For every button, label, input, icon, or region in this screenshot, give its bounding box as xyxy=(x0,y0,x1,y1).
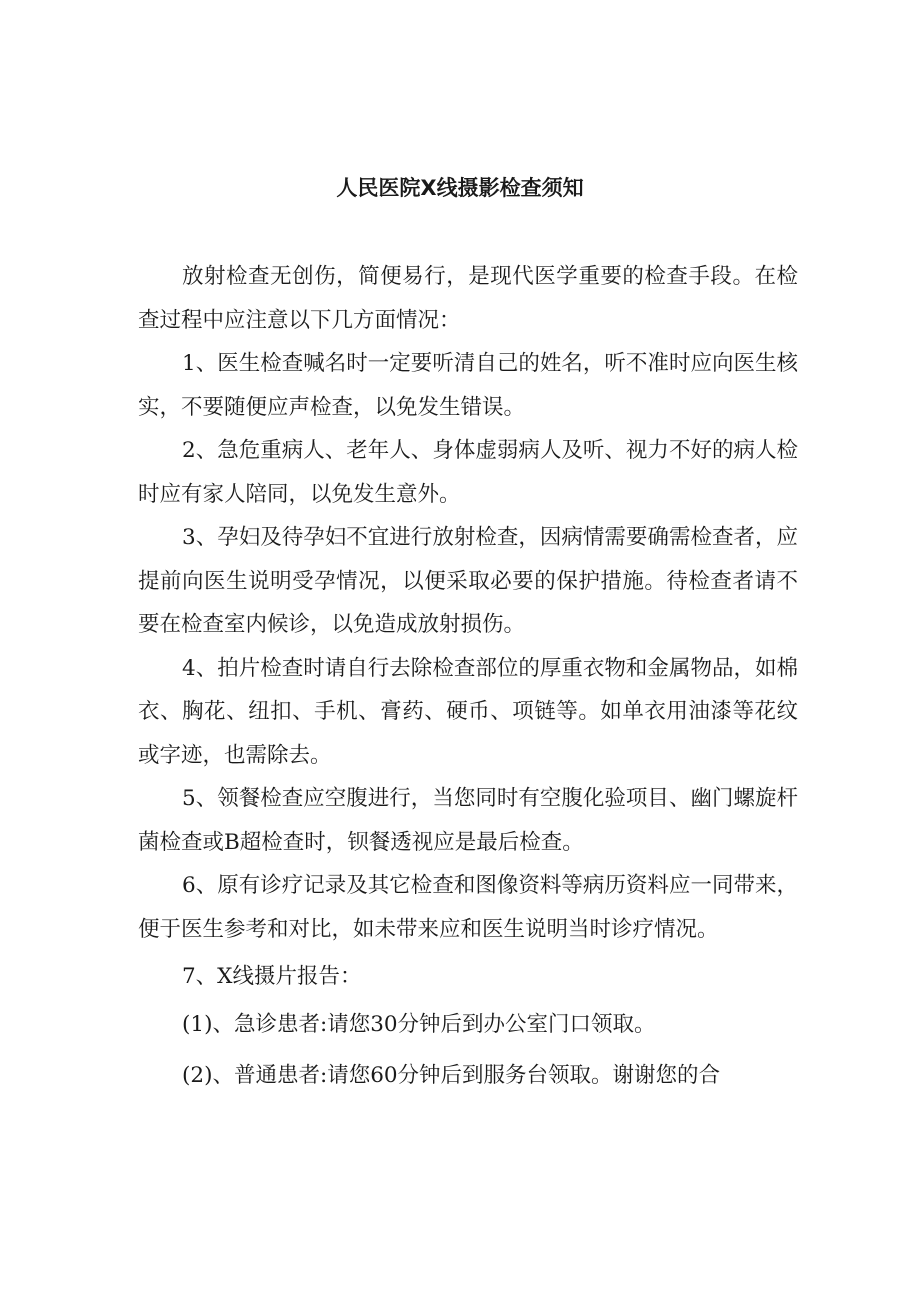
report-regular: (2)、普通患者:请您60分钟后到服务台领取。谢谢您的合 xyxy=(182,1063,721,1088)
notice-item-3: 3、孕妇及待孕妇不宜进行放射检查，因病情需要确需检查者，应提前向医生说明受孕情况，以便采取必要的保护措施。待检查者请不要在检查室内候诊，以免造成放射损伤。 xyxy=(138,525,798,637)
notice-item-4: 4、拍片检查时请自行去除检查部位的厚重衣物和金属物品，如棉衣、胸花、纽扣、手机、膏药、硬币、项链等。如单衣用油漆等花纹或字迹，也需除去。 xyxy=(138,655,798,768)
notice-item-5: 5、领餐检查应空腹进行，当您同时有空腹化验项目、幽门螺旋杆菌检查或B超检查时，钡餐透视应是最后检查。 xyxy=(138,786,798,855)
notice-item-6: 6、原有诊疗记录及其它检查和图像资料等病历资料应一同带来，便于医生参考和对比，如未带来应和医生说明当时诊疗情况。 xyxy=(138,873,798,942)
page-title: 人民医院X线摄影检查须知 xyxy=(336,176,584,200)
intro-paragraph: 放射检查无创伤，简便易行，是现代医学重要的检查手段。在检查过程中应注意以下几方面情况： xyxy=(138,264,798,333)
notice-item-1: 1、医生检查喊名时一定要听清自己的姓名，听不准时应向医生核实，不要随便应声检查，以免发生错误。 xyxy=(138,351,798,420)
report-emergency: (1)、急诊患者:请您30分钟后到办公室门口领取。 xyxy=(182,1011,656,1037)
notice-item-7: 7、X线摄片报告： xyxy=(182,964,362,989)
notice-item-2: 2、急危重病人、老年人、身体虚弱病人及听、视力不好的病人检时应有家人陪同，以免发生意外。 xyxy=(138,438,798,507)
document-body xyxy=(138,255,798,1098)
